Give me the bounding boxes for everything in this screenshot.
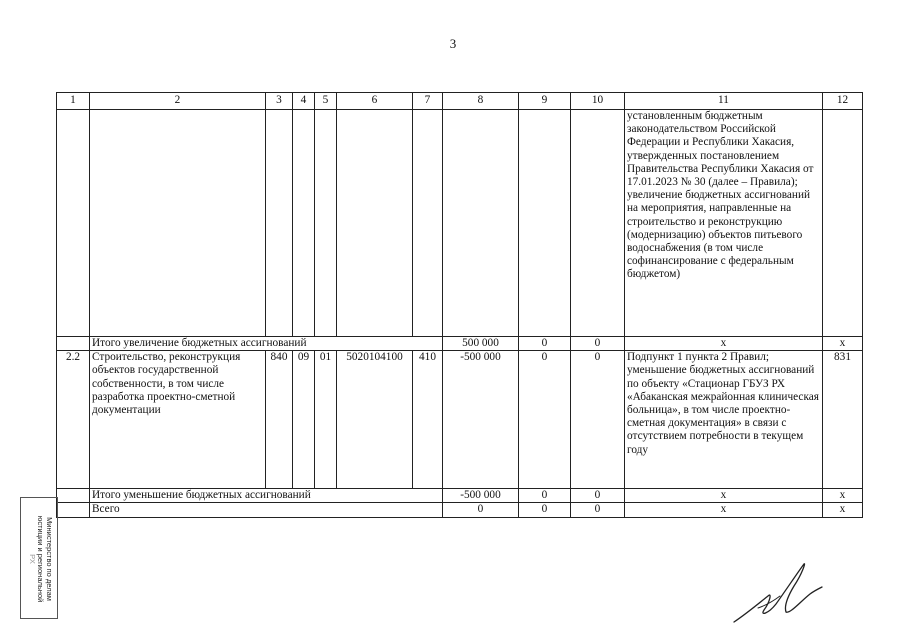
total-decrease-row (57, 489, 863, 503)
header-cell: 5 (315, 93, 337, 110)
object-name: Строительство, реконструкция объектов государственной собственности, в том числе разработка проектно-сметной документации (90, 351, 266, 489)
grand-total-amount: 0 (443, 503, 519, 517)
stamp-text (27, 500, 53, 618)
header-cell: 6 (337, 93, 413, 110)
amount: -500 000 (443, 351, 519, 489)
total-decrease-col9: 0 (519, 489, 571, 503)
header-cell: 1 (57, 93, 90, 110)
total-increase-row (57, 337, 863, 351)
stamp-line: юстиции и региональной (36, 515, 46, 603)
grand-total-row (57, 503, 863, 517)
justification-text: установленным бюджетным законодательством Российской Федерации и Республики Хакасия, утвержденных постановлением Правительства Республики Хакасия от 17.01.2023 № 30 (далее – Правила); увеличение бюджетных ассигнований на мероприятия, направленные на строительство и реконструкцию (модернизацию) объектов питьевого водоснабжения (в том числе софинансирование с федеральным бюджетом) (625, 110, 823, 337)
header-cell: 4 (293, 93, 315, 110)
page-number: 3 (449, 36, 457, 51)
total-increase-col11: x (625, 337, 823, 351)
row-number: 2.2 (57, 351, 90, 489)
grand-total-label: Всего (90, 503, 443, 517)
col12-value: 831 (823, 351, 863, 489)
header-cell: 12 (823, 93, 863, 110)
registration-stamp (20, 497, 58, 619)
total-increase-amount: 500 000 (443, 337, 519, 351)
row-2-2 (57, 351, 863, 489)
total-decrease-col12: x (823, 489, 863, 503)
code-col3: 840 (266, 351, 293, 489)
stamp-line: РХ (27, 554, 37, 564)
total-increase-col9: 0 (519, 337, 571, 351)
code-col7: 410 (413, 351, 443, 489)
total-increase-label: Итого увеличение бюджетных ассигнований (90, 337, 443, 351)
total-decrease-label: Итого уменьшение бюджетных ассигнований (90, 489, 443, 503)
header-cell: 9 (519, 93, 571, 110)
grand-total-col12: x (823, 503, 863, 517)
header-cell: 3 (266, 93, 293, 110)
budget-table (56, 92, 863, 518)
code-col5: 01 (315, 351, 337, 489)
grand-total-col9: 0 (519, 503, 571, 517)
total-decrease-col10: 0 (571, 489, 625, 503)
grand-total-col10: 0 (571, 503, 625, 517)
col9-value: 0 (519, 351, 571, 489)
total-decrease-amount: -500 000 (443, 489, 519, 503)
header-cell: 2 (90, 93, 266, 110)
total-decrease-col11: x (625, 489, 823, 503)
total-increase-col10: 0 (571, 337, 625, 351)
header-cell: 8 (443, 93, 519, 110)
justification-text: Подпункт 1 пункта 2 Правил; уменьшение бюджетных ассигнований по объекту «Стационар ГБУЗ РХ «Абаканская межрайонная клиническая больница», в том числе проектно-сметная документация» в связи с отсутствием потребности в текущем году (625, 351, 823, 489)
header-row (57, 93, 863, 110)
header-cell: 7 (413, 93, 443, 110)
stamp-line: Министерство по делам (44, 517, 54, 601)
signature-image (728, 556, 824, 626)
code-col4: 09 (293, 351, 315, 489)
header-cell: 10 (571, 93, 625, 110)
grand-total-col11: x (625, 503, 823, 517)
header-cell: 11 (625, 93, 823, 110)
continued-row (57, 110, 863, 337)
col10-value: 0 (571, 351, 625, 489)
total-increase-col12: x (823, 337, 863, 351)
code-col6: 5020104100 (337, 351, 413, 489)
